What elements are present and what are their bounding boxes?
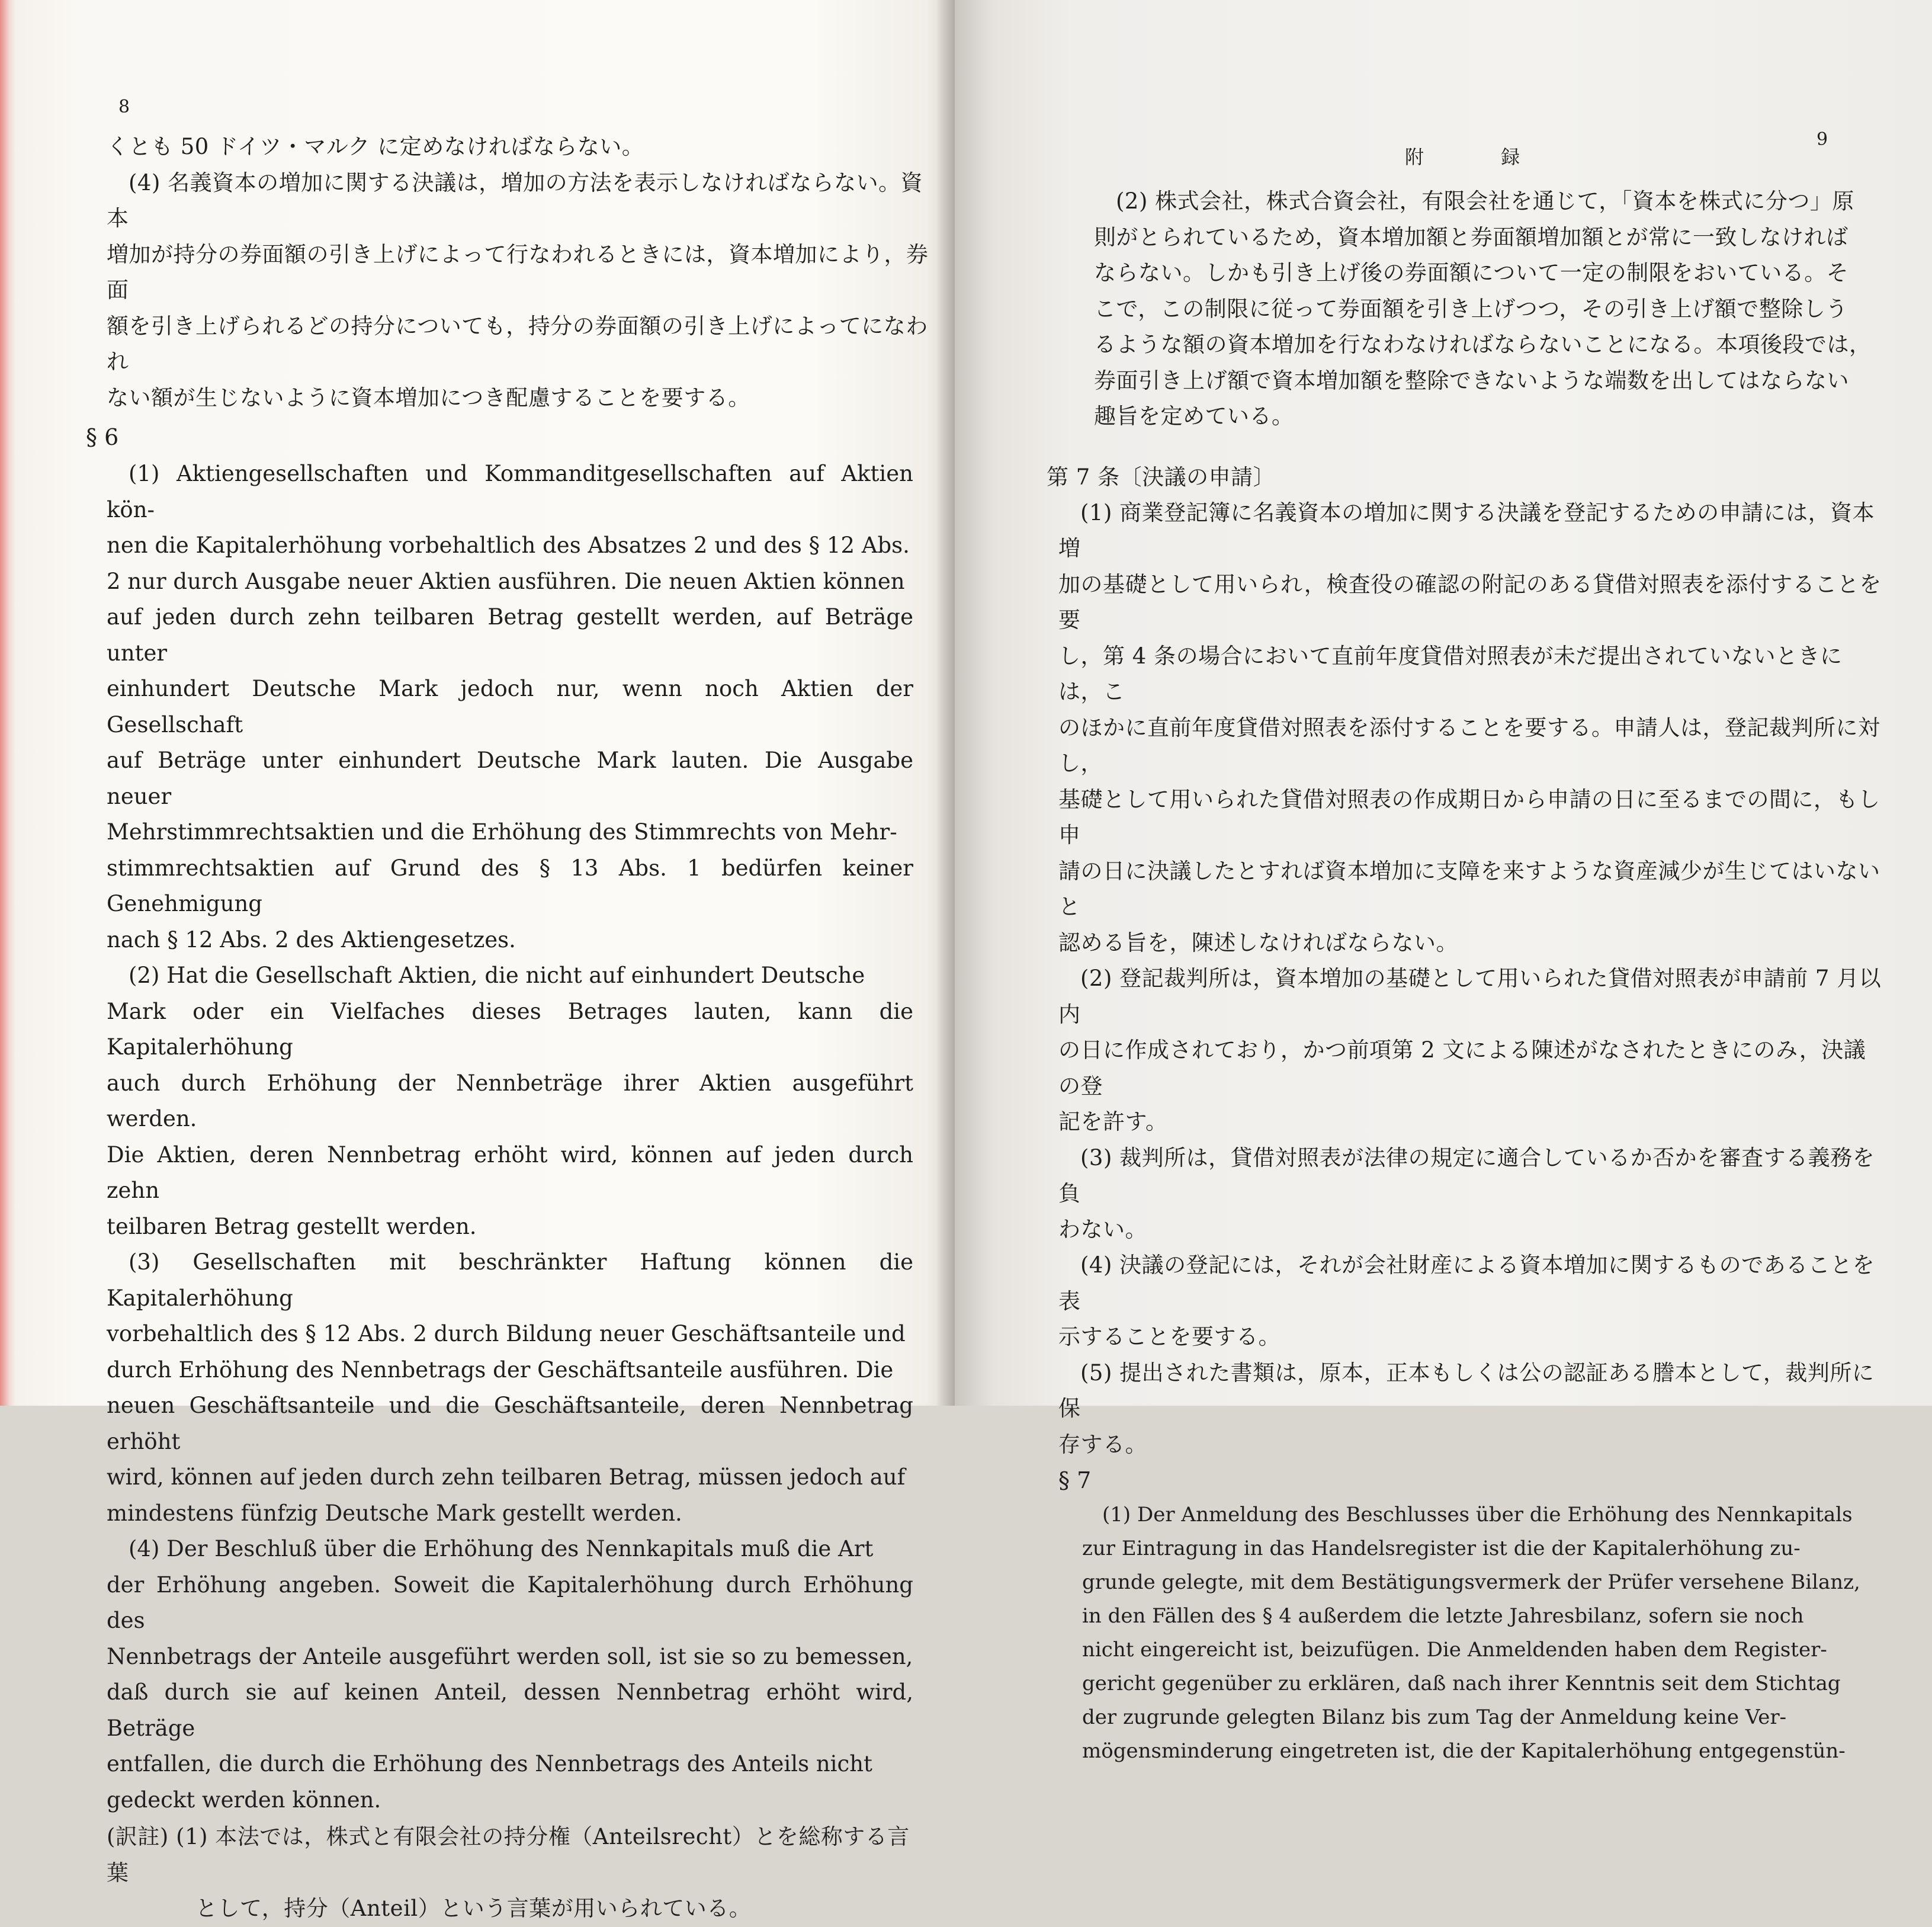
text-line: こで，この制限に従って券面額を引き上げつつ，その引き上げ額で整除しう xyxy=(1094,296,1848,322)
text-line: の日に作成されており，かつ前項第 2 文による陳述がなされたときにのみ，決議の登 xyxy=(1058,1037,1866,1099)
article-7-para-3 xyxy=(1058,1140,1885,1248)
section-heading-7: § 7 xyxy=(1058,1467,1092,1493)
text-line: 加の基礎として用いられ，検査役の確認の附記のある貸借対照表を添付することを要 xyxy=(1058,571,1882,633)
text-line: nen die Kapitalerhöhung vorbehaltlich des Absatzes 2 und des § 12 Abs. xyxy=(107,533,910,558)
text-line: るような額の資本増加を行なわなければならないことになる。本項後段では， xyxy=(1094,332,1872,357)
text-line: auch durch Erhöhung der Nennbeträge ihrer Aktien ausgeführt werden. xyxy=(107,1070,913,1131)
text-line: (1) Aktiengesellschaften und Kommanditgesellschaften auf Aktien kön- xyxy=(107,461,913,522)
text-line: wird, können auf jeden durch zehn teilbaren Betrag, müssen jedoch auf xyxy=(107,1464,906,1490)
text-line: (3) 裁判所は，貸借対照表が法律の規定に適合しているか否かを審査する義務を負 xyxy=(1058,1144,1875,1206)
text-line: nicht eingereicht ist, beizufügen. Die Anmeldenden haben dem Register- xyxy=(1082,1638,1827,1662)
page-number-right: 9 xyxy=(1817,129,1828,150)
text-line: 則がとられているため，資本増加額と券面額増加額とが常に一致しなければ xyxy=(1094,224,1848,250)
text-line: daß durch sie auf keinen Anteil, dessen Nennbetrag erhöht wird, Beträge xyxy=(107,1679,913,1741)
text-line: (5) 提出された書類は，原本，正本もしくは公の認証ある謄本として，裁判所に保 xyxy=(1058,1360,1875,1421)
text-line: 券面引き上げ額で資本増加額を整除できないような端数を出してはならない xyxy=(1094,367,1849,393)
text-line: し，第 4 条の場合において直前年度貸借対照表が未だ提出されていないときには，こ xyxy=(1058,643,1843,704)
text-line: (1) 商業登記簿に名義資本の増加に関する決議を登記するための申請には，資本増 xyxy=(1058,499,1875,561)
text-line: Nennbetrags der Anteile ausgeführt werden soll, ist sie so zu bemessen, xyxy=(107,1643,913,1669)
note-line: (訳註) (1) 本法では，株式と有限会社の持分権（Anteilsrecht）とを総称する言葉 xyxy=(107,1824,910,1886)
right-page xyxy=(955,0,1932,1763)
text-line: mögensminderung eingetreten ist, die der Kapitalerhöhung entgegenstün- xyxy=(1082,1739,1846,1763)
article-7-para-2 xyxy=(1058,961,1885,1140)
running-header: 附 録 xyxy=(1405,146,1556,168)
text-line: Mark oder ein Vielfaches dieses Betrages lauten, kann die Kapitalerhöhung xyxy=(107,998,913,1060)
text-line: zur Eintragung in das Handelsregister ist die der Kapitalerhöhung zu- xyxy=(1082,1537,1801,1560)
text-line: 増加が持分の券面額の引き上げによって行なわれるときには，資本増加により，券面 xyxy=(107,241,929,303)
paragraph-3 xyxy=(107,1245,931,1531)
text-line: Mehrstimmrechtsaktien und die Erhöhung des Stimmrechts von Mehr- xyxy=(107,819,897,845)
text-line: durch Erhöhung des Nennbetrags der Geschäftsanteile ausführen. Die xyxy=(107,1357,894,1383)
section-7-para-1 xyxy=(1082,1498,1885,1768)
text-line: Die Aktien, deren Nennbetrag erhöht wird, können auf jeden durch zehn xyxy=(107,1142,913,1203)
text-line: (3) Gesellschaften mit beschränkter Haftung können die Kapitalerhöhung xyxy=(107,1249,913,1311)
text-line: auf jeden durch zehn teilbaren Betrag gestellt werden, auf Beträge unter xyxy=(107,604,913,666)
text-line: nach § 12 Abs. 2 des Aktiengesetzes. xyxy=(107,926,516,953)
text-line: 趣旨を定めている。 xyxy=(1094,403,1294,429)
article-7-heading: 第 7 条〔決議の申請〕 xyxy=(1047,464,1276,490)
text-line: mindestens fünfzig Deutsche Mark gestellt werden. xyxy=(107,1500,682,1526)
paragraph-1 xyxy=(107,456,931,958)
text-line: teilbaren Betrag gestellt werden. xyxy=(107,1213,477,1239)
text-line: einhundert Deutsche Mark jedoch nur, wenn noch Aktien der Gesellschaft xyxy=(107,676,913,738)
text-line: vorbehaltlich des § 12 Abs. 2 durch Bildung neuer Geschäftsanteile und xyxy=(107,1321,906,1346)
text-line: 示することを要する。 xyxy=(1058,1324,1280,1349)
text-line: auf Beträge unter einhundert Deutsche Mark lauten. Die Ausgabe neuer xyxy=(107,748,913,809)
left-page xyxy=(0,0,955,1921)
text-line: くとも 50 ドイツ・マルク に定めなければならない。 xyxy=(107,134,644,159)
text-line: (4) Der Beschluß über die Erhöhung des Nennkapitals muß die Art xyxy=(129,1536,874,1562)
text-line: gericht gegenüber zu erklären, daß nach ihrer Kenntnis seit dem Stichtag xyxy=(1082,1672,1841,1695)
text-line: 存する。 xyxy=(1058,1431,1147,1457)
text-line: 基礎として用いられた貸借対照表の作成期日から申請の日に至るまでの間に，もし申 xyxy=(1058,786,1880,848)
note-line: として，持分（Anteil）という言葉が用いられている。 xyxy=(195,1896,752,1921)
text-line: der zugrunde gelegten Bilanz bis zum Tag der Anmeldung keine Ver- xyxy=(1082,1705,1787,1729)
text-line: (1) Der Anmeldung des Beschlusses über die Erhöhung des Nennkapitals xyxy=(1102,1503,1853,1527)
text-line: 請の日に決議したとすれば資本増加に支障を来すような資産減少が生じてはいないと xyxy=(1058,858,1880,919)
text-line: gedeckt werden können. xyxy=(107,1787,381,1813)
text-line: 記を許す。 xyxy=(1058,1109,1168,1134)
left-top-japanese xyxy=(107,129,931,416)
text-line: わない。 xyxy=(1058,1216,1147,1242)
text-line: ない額が生じないように資本増加につき配慮することを要する。 xyxy=(107,384,750,411)
text-line: ならない。しかも引き上げ後の券面額について一定の制限をおいている。そ xyxy=(1094,260,1849,286)
page-edge xyxy=(0,0,15,1406)
text-line: 額を引き上げられるどの持分についても，持分の券面額の引き上げによってになわれ xyxy=(107,313,928,374)
text-line: stimmrechtsaktien auf Grund des § 13 Abs. 1 bedürfen keiner Genehmigung xyxy=(107,855,913,916)
text-line: entfallen, die durch die Erhöhung des Nennbetrags des Anteils nicht xyxy=(107,1751,872,1777)
paragraph-2 xyxy=(107,958,931,1245)
text-line: (4) 決議の登記には，それが会社財産による資本増加に関するものであることを表 xyxy=(1058,1252,1875,1314)
note-2-block xyxy=(1070,184,1885,435)
text-line: der Erhöhung angeben. Soweit die Kapitalerhöhung durch Erhöhung des xyxy=(107,1572,913,1633)
text-line: 2 nur durch Ausgabe neuer Aktien ausführen. Die neuen Aktien können xyxy=(107,568,905,594)
text-line: のほかに直前年度貸借対照表を添付することを要する。申請人は，登記裁判所に対し， xyxy=(1058,714,1880,776)
article-7-para-4 xyxy=(1058,1248,1885,1355)
section-heading-6: § 6 xyxy=(86,424,119,450)
text-line: in den Fällen des § 4 außerdem die letzte Jahresbilanz, sofern sie noch xyxy=(1082,1604,1804,1628)
text-line: (4) 名義資本の増加に関する決議は，増加の方法を表示しなければならない。資本 xyxy=(107,169,923,231)
text-line: (2) 登記裁判所は，資本増加の基礎として用いられた貸借対照表が申請前 7 月以内 xyxy=(1058,966,1882,1027)
page-number-left: 8 xyxy=(118,97,130,117)
text-line: (2) 株式会社，株式合資会社，有限会社を通じて，「資本を株式に分つ」原 xyxy=(1116,188,1854,214)
text-line: 認める旨を，陳述しなければならない。 xyxy=(1058,929,1458,956)
article-7-para-5 xyxy=(1058,1355,1885,1463)
paragraph-4 xyxy=(107,1531,931,1818)
text-line: grunde gelegte, mit dem Bestätigungsvermerk der Prüfer versehene Bilanz, xyxy=(1082,1570,1860,1594)
text-line: neuen Geschäftsanteile und die Geschäftsanteile, deren Nennbetrag erhöht xyxy=(107,1393,913,1454)
translator-note xyxy=(107,1819,931,1927)
text-line: (2) Hat die Gesellschaft Aktien, die nicht auf einhundert Deutsche xyxy=(129,963,865,988)
article-7-para-1 xyxy=(1058,495,1885,961)
